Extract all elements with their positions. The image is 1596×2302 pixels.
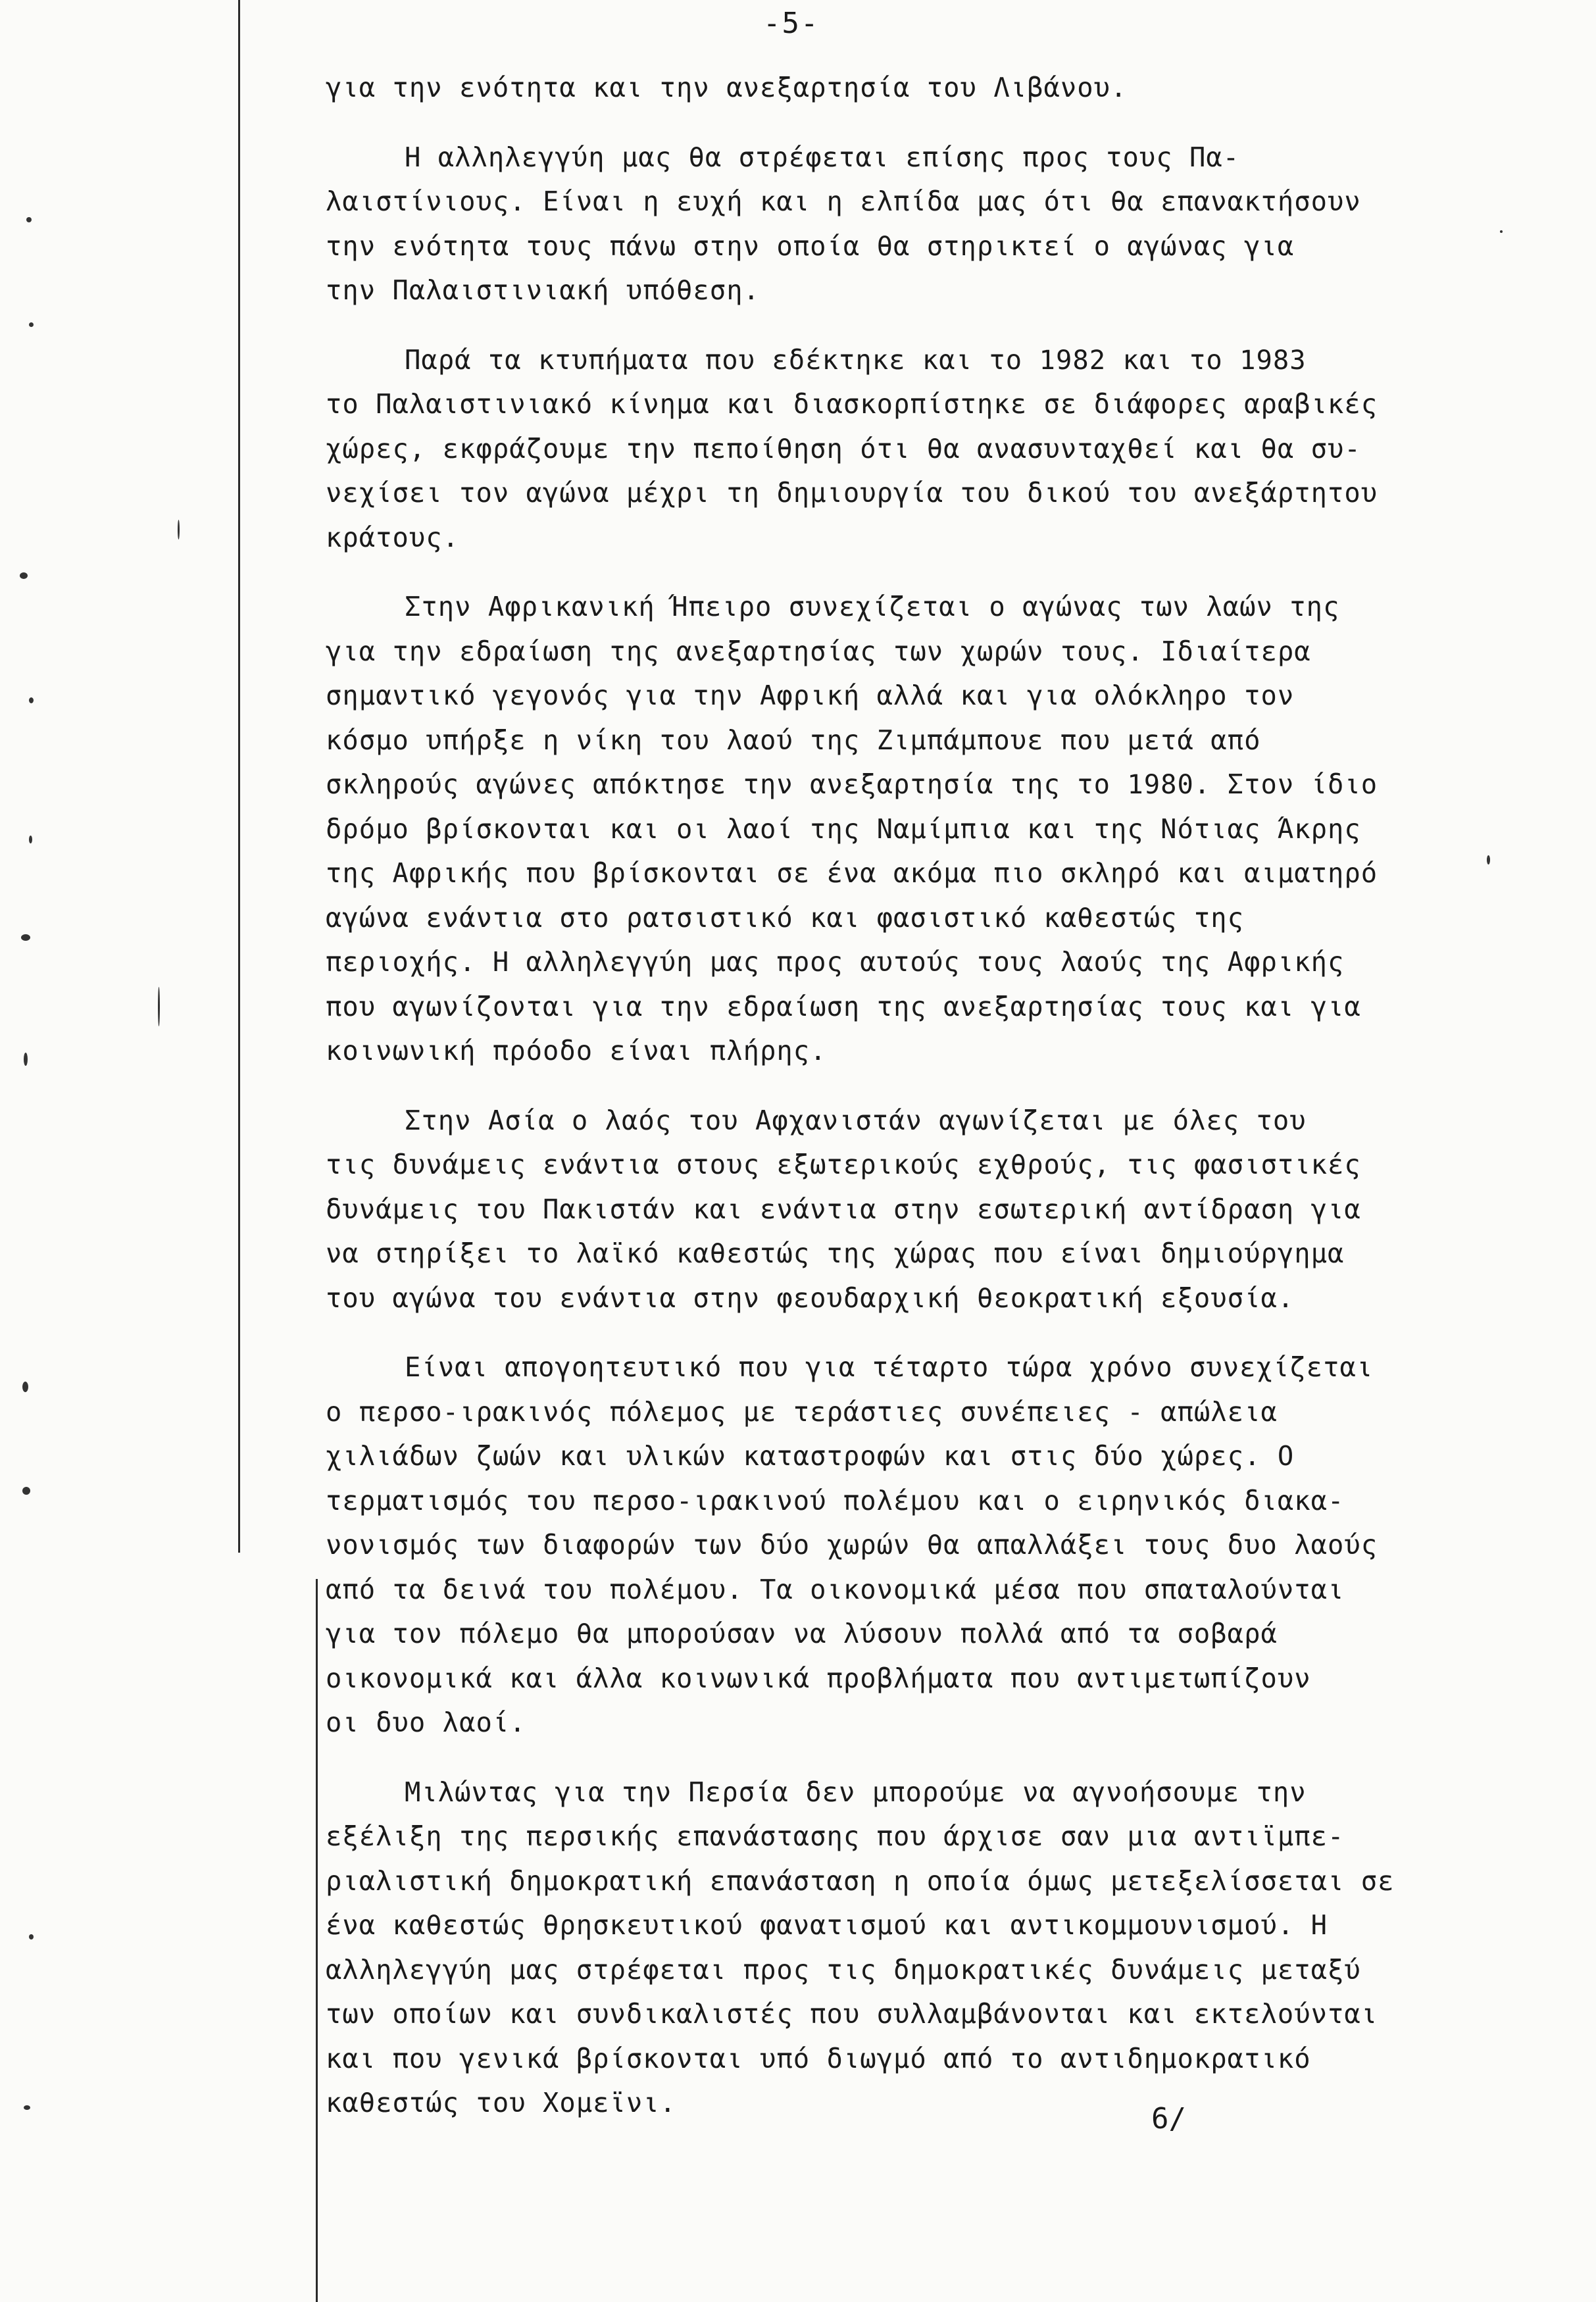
scan-speck	[21, 934, 30, 941]
text-line: νονισμός των διαφορών των δύο χωρών θα απαλλάξει τους δυο λαούς	[326, 1529, 1378, 1561]
paragraph	[326, 66, 1484, 111]
scan-speck	[29, 697, 34, 703]
text-line: καθεστώς του Χομεϊνι.	[326, 2087, 677, 2118]
paragraph	[326, 1770, 1484, 2126]
text-line: την Παλαιστινιακή υπόθεση.	[326, 274, 760, 306]
scan-speck	[1487, 855, 1490, 864]
text-line: αγώνα ενάντια στο ρατσιστικό και φασιστικό καθεστώς της	[326, 901, 1245, 934]
text-line: τερματισμός του περσο-ιρακινού πολέμου και ο ειρηνικός διακα-	[326, 1484, 1345, 1516]
page-number: -5-	[763, 7, 820, 40]
paragraph-gap	[326, 1320, 1484, 1345]
scan-speck	[22, 1382, 28, 1392]
paragraph-gap	[326, 111, 1484, 136]
paragraph	[326, 136, 1484, 313]
scan-speck	[26, 217, 32, 222]
text-line: το Παλαιστινιακό κίνημα και διασκορπίστηκε σε διάφορες αραβικές	[326, 388, 1378, 420]
text-line: για την ενότητα και την ανεξαρτησία του Λιβάνου.	[326, 72, 1128, 103]
text-line: από τα δεινά του πολέμου. Τα οικονομικά μέσα που σπαταλούνται	[326, 1573, 1345, 1605]
scan-speck	[20, 572, 28, 579]
paragraph-gap	[326, 313, 1484, 338]
text-line: ο περσο-ιρακινός πόλεμος με τεράστιες συνέπειες - απώλεια	[326, 1395, 1278, 1428]
text-line: την ενότητα τους πάνω στην οποία θα στηρικτεί ο αγώνας για	[326, 230, 1295, 262]
scan-speck	[29, 836, 32, 843]
paragraph	[326, 338, 1484, 561]
text-line: νεχίσει τον αγώνα μέχρι τη δημιουργία του δικού του ανεξάρτητου	[326, 477, 1378, 509]
text-line: Μιλώντας για την Περσία δεν μπορούμε να αγνοήσουμε την	[405, 1776, 1307, 1808]
text-line: να στηρίξει το λαϊκό καθεστώς της χώρας που είναι δημιούργημα	[326, 1238, 1345, 1269]
paragraph	[326, 1099, 1484, 1321]
scan-speck	[24, 2105, 30, 2110]
scan-speck	[29, 322, 34, 327]
continuation-marker: 6/	[1151, 2102, 1186, 2136]
text-line: ένα καθεστώς θρησκευτικού φανατισμού και αντικομμουνισμού. Η	[326, 1909, 1328, 1941]
text-line: δυνάμεις του Πακιστάν και ενάντια στην εσωτερική αντίδραση για	[326, 1193, 1361, 1225]
scan-speck	[24, 1053, 28, 1066]
text-line: τις δυνάμεις ενάντια στους εξωτερικούς εχθρούς, τις φασιστικές	[326, 1149, 1361, 1180]
text-line: ριαλιστική δημοκρατική επανάσταση η οποία όμως μετεξελίσσεται σε	[326, 1864, 1395, 1897]
text-line: των οποίων και συνδικαλιστές που συλλαμβάνονται και εκτελούνται	[326, 1998, 1378, 2030]
text-line: περιοχής. Η αλληλεγγύη μας προς αυτούς τους λαούς της Αφρικής	[326, 946, 1345, 978]
scan-speck	[178, 520, 180, 539]
text-line: δρόμο βρίσκονται και οι λαοί της Ναμίμπια και της Νότιας Άκρης	[326, 813, 1361, 845]
text-line: λαιστίνιους. Είναι η ευχή και η ελπίδα μας ότι θα επανακτήσουν	[326, 186, 1361, 217]
text-line: σημαντικό γεγονός για την Αφρική αλλά και για ολόκληρο τον	[326, 680, 1295, 711]
paragraph-gap	[326, 560, 1484, 585]
text-line: χώρες, εκφράζουμε την πεποίθηση ότι θα ανασυνταχθεί και θα συ-	[326, 432, 1361, 464]
scan-speck	[22, 1487, 30, 1495]
paragraph-gap	[326, 1074, 1484, 1099]
text-line: εξέλιξη της περσικής επανάστασης που άρχισε σαν μια αντιϊμπε-	[326, 1820, 1345, 1852]
text-line: Η αλληλεγγύη μας θα στρέφεται επίσης προς τους Πα-	[405, 141, 1240, 173]
text-line: Είναι απογοητευτικό που για τέταρτο τώρα χρόνο συνεχίζεται	[405, 1351, 1374, 1383]
margin-rule-upper	[238, 0, 240, 1553]
text-line: που αγωνίζονται για την εδραίωση της ανεξαρτησίας τους και για	[326, 990, 1361, 1022]
document-body	[326, 66, 1484, 2126]
text-line: αλληλεγγύη μας στρέφεται προς τις δημοκρατικές δυνάμεις μεταξύ	[326, 1953, 1361, 1986]
text-line: της Αφρικής που βρίσκονται σε ένα ακόμα πιο σκληρό και αιματηρό	[326, 857, 1378, 889]
scan-speck	[1500, 230, 1503, 233]
paragraph-gap	[326, 1745, 1484, 1770]
text-line: του αγώνα του ενάντια στην φεουδαρχική θεοκρατική εξουσία.	[326, 1282, 1295, 1314]
text-line: για την εδραίωση της ανεξαρτησίας των χωρών τους. Ιδιαίτερα	[326, 635, 1311, 667]
text-line: Στην Ασία ο λαός του Αφχανιστάν αγωνίζεται με όλες του	[405, 1104, 1307, 1136]
text-line: κοινωνική πρόοδο είναι πλήρης.	[326, 1035, 827, 1066]
scan-speck	[158, 987, 160, 1026]
margin-rule-lower	[316, 1579, 318, 2302]
text-line: σκληρούς αγώνες απόκτησε την ανεξαρτησία της το 1980. Στον ίδιο	[326, 768, 1378, 800]
scan-speck	[29, 1934, 34, 1939]
paragraph	[326, 1345, 1484, 1745]
text-line: χιλιάδων ζωών και υλικών καταστροφών και στις δύο χώρες. Ο	[326, 1440, 1295, 1472]
text-line: οι δυο λαοί.	[326, 1707, 526, 1738]
text-line: Στην Αφρικανική Ήπειρο συνεχίζεται ο αγώνας των λαών της	[405, 591, 1340, 622]
text-line: Παρά τα κτυπήματα που εδέκτηκε και το 1982 και το 1983	[405, 343, 1307, 376]
text-line: οικονομικά και άλλα κοινωνικά προβλήματα που αντιμετωπίζουν	[326, 1662, 1311, 1694]
text-line: κόσμο υπήρξε η νίκη του λαού της Ζιμπάμπουε που μετά από	[326, 724, 1261, 756]
text-line: και που γενικά βρίσκονται υπό διωγμό από το αντιδημοκρατικό	[326, 2042, 1311, 2074]
paragraph	[326, 585, 1484, 1074]
text-line: για τον πόλεμο θα μπορούσαν να λύσουν πολλά από τα σοβαρά	[326, 1618, 1278, 1649]
text-line: κράτους.	[326, 521, 460, 553]
